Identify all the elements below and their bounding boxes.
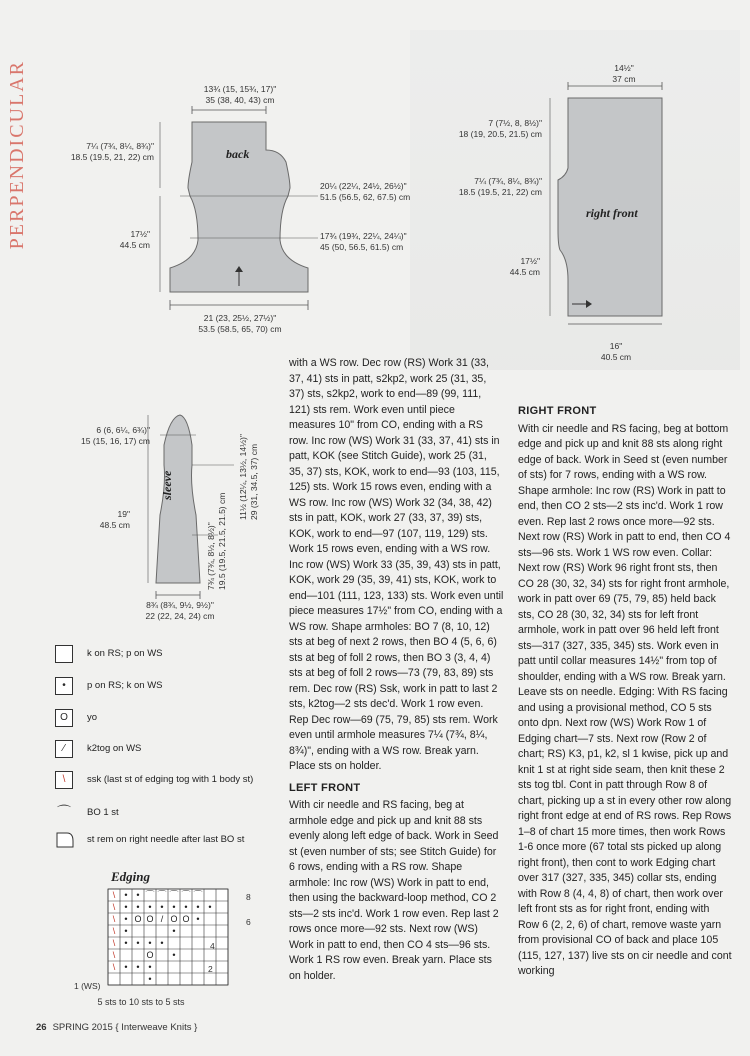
chart-cell-symbol: O <box>170 914 178 924</box>
chart-cell-symbol: \ <box>112 914 116 924</box>
right-front-length: 17½" 44.5 cm <box>509 256 540 277</box>
text-column-middle <box>289 356 504 984</box>
sleeve-cuff: 8¾ (8¾, 9½, 9½)" 22 (22, 24, 24) cm <box>145 600 215 621</box>
chart-cell-symbol: • <box>208 902 212 912</box>
chart-cell-symbol: ⌒ <box>157 890 167 900</box>
chart-cell-symbol: • <box>184 902 188 912</box>
legend-item: \ ssk (last st of edging tog with 1 body st) <box>55 771 315 793</box>
chart-cell-symbol: • <box>172 950 176 960</box>
chart-cell-symbol: O <box>146 950 154 960</box>
paragraph: with a WS row. Dec row (RS) Work 31 (33, 37, 41) sts in patt, s2kp2, work 25 (31, 35, 37) sts, s2kp2, work to end—89 (99, 111, 121) sts rem. Work even until piece measures 10" from CO, ending with a RS row. Inc row (WS) Work 31 (33, 37, 41) sts in patt, KOK (see Stitch Guide), work 25 (31, 35, 37) sts, KOK, work to end—93 (103, 115, 125) sts. Work 15 rows even, ending with a WS row. Inc row (WS) Work 32 (34, 38, 42) sts in patt, KOK, work 27 (33, 37, 39) sts, KOK, work to end—97 (107, 119, 129) sts. Work 15 rows even, ending with a WS row. Inc row (WS) Work 33 (35, 39, 43) sts in patt, KOK, work 29 (35, 39, 41) sts, KOK, work to end—101 (111, 123, 133) sts. Work even until piece measures 17½" from CO, ending with a WS row. Shape armholes: BO 7 (8, 10, 12) sts at beg of next 2 rows, then BO 4 (5, 6, 6) sts at beg of foll 2 rows, then BO 3 (3, 4, 4) sts at beg of foll 2 rows—73 (79, 83, 89) sts rem. Dec row (RS) Ssk, work in patt to last 2 sts, k2tog—2 sts dec'd. Work 1 row even. Rep Dec row—69 (75, 79, 85) sts rem. Work even until armhole measures 7¼ (7¾, 8¼, 8¾)", ending with a WS row. Break yarn. Place sts on holder. <box>289 357 504 772</box>
chart-cell-symbol: • <box>172 902 176 912</box>
chart-cell-symbol: • <box>124 914 128 924</box>
chart-cell-symbol: O <box>146 914 154 924</box>
chart-cell-symbol: / <box>160 914 164 924</box>
sleeve-length: 19" 48.5 cm <box>99 509 130 530</box>
text-column-right <box>518 398 733 980</box>
chart-cell-symbol: ⌒ <box>193 890 203 900</box>
chart-cell-symbol: O <box>134 914 142 924</box>
back-length: 17½" 44.5 cm <box>119 229 150 250</box>
back-top-width: 13¾ (15, 15¾, 17)" 35 (38, 40, 43) cm <box>203 84 277 105</box>
right-front-collar-depth: 7 (7½, 8, 8½)" 18 (19, 20.5, 21.5) cm <box>458 118 542 139</box>
section-heading: LEFT FRONT <box>289 781 361 794</box>
legend-item: O yo <box>55 709 315 731</box>
chart-cell-symbol: • <box>148 902 152 912</box>
chart-cell-symbol: • <box>124 890 128 900</box>
chart-cell-symbol: • <box>160 902 164 912</box>
knit-symbol-icon <box>55 645 73 663</box>
edging-row-6: 6 <box>246 917 251 927</box>
chart-cell-symbol: ⌒ <box>181 890 191 900</box>
chart-cell-symbol: • <box>160 938 164 948</box>
chart-cell-symbol: • <box>196 914 200 924</box>
legend-item: k on RS; p on WS <box>55 645 315 667</box>
back-label: back <box>226 147 250 161</box>
sleeve-upper-arm: 11½ (12¼, 13½, 14½)" 29 (31, 34.5, 37) cm <box>238 433 259 520</box>
chart-cell-symbol: • <box>148 938 152 948</box>
sleeve-cap-width: 6 (6, 6¼, 6¾)" 15 (15, 16, 17) cm <box>81 425 150 446</box>
chart-cell-symbol: \ <box>112 938 116 948</box>
back-armhole-depth: 7¼ (7¾, 8¼, 8¾)" 18.5 (19.5, 21, 22) cm <box>70 141 154 162</box>
legend-item: ⌒ BO 1 st <box>57 804 119 820</box>
chart-cell-symbol: \ <box>112 926 116 936</box>
edging-chart-title: Edging <box>111 869 151 884</box>
right-front-top-width: 14½" 37 cm <box>612 63 636 84</box>
right-front-bottom-width: 16" 40.5 cm <box>600 341 632 362</box>
sleeve-label: sleeve <box>160 470 174 500</box>
edging-row-8: 8 <box>246 892 251 902</box>
section-heading: RIGHT FRONT <box>518 405 597 417</box>
page-footer <box>36 1022 197 1033</box>
side-title: PERPENDICULAR <box>6 60 28 250</box>
yo-icon: O <box>55 709 73 727</box>
k2tog-icon: ⁄ <box>55 740 73 758</box>
edging-caption: 5 sts to 10 sts to 5 sts <box>97 997 185 1007</box>
edging-row-2: 2 <box>208 964 213 974</box>
legend-item: st rem on right needle after last BO st <box>55 831 315 853</box>
footer-text: SPRING 2015 { Interweave Knits } <box>52 1022 198 1033</box>
chart-cell-symbol: • <box>124 926 128 936</box>
chart-cell-symbol: • <box>124 902 128 912</box>
right-front-schematic <box>540 80 670 330</box>
chart-cell-symbol: • <box>196 902 200 912</box>
right-front-armhole-depth: 7¼ (7¾, 8¼, 8¾)" 18.5 (19.5, 21, 22) cm <box>458 176 542 197</box>
bind-off-icon: ⌒ <box>57 804 71 820</box>
chart-cell-symbol: ⌒ <box>145 890 155 900</box>
legend-item: ⁄ k2tog on WS <box>55 740 315 762</box>
chart-cell-symbol: O <box>182 914 190 924</box>
chart-cell-symbol: • <box>124 938 128 948</box>
page-number: 26 <box>36 1022 47 1033</box>
legend-item: • p on RS; k on WS <box>55 677 315 699</box>
paragraph: With cir needle and RS facing, beg at armhole edge and pick up and knit 88 sts evenly along left edge of back. Work in Seed st (even number of sts; see Stitch Guide) for 6 rows, ending with a RS row. Shape armhole: Inc row (WS) Work in patt to end, then using the backward-loop method, CO 2 sts—2 sts inc'd. Work 1 row even. Rep last 2 rows once more—92 sts. Next row (WS) Work in patt to end, then CO 4 sts—96 sts. Work 1 RS row even. Break yarn. Place sts on holder. <box>289 799 499 982</box>
edging-row-1-label: 1 (WS) <box>74 981 101 991</box>
chart-cell-symbol: • <box>148 962 152 972</box>
chart-cell-symbol: \ <box>112 902 116 912</box>
ssk-icon: \ <box>55 771 73 789</box>
chart-cell-symbol: • <box>124 962 128 972</box>
paragraph: With cir needle and RS facing, beg at bottom edge and pick up and knit 88 sts along right edge of back. Work in Seed st (even number of sts) for 7 rows, ending with a WS row. Shape armhole: Inc row (RS) Work in patt to end, then CO 2 sts—2 sts inc'd. Work 1 row even. Rep last 2 rows once more—92 sts. Next row (RS) Work in patt to end, then CO 4 sts—96 sts. Work 1 WS row even. Collar: Next row (RS) Work 96 right front sts, then CO 28 (30, 32, 34) sts for right front armhole, work in patt over 69 (75, 79, 85) held back sts, CO 28 (30, 32, 34) sts for left front armhole, work in patt over 96 held left front sts—317 (327, 335, 345) sts. Work even in patt until collar measures 14½" from top of shoulder, ending with a WS row. Break yarn. Leave sts on needle. Edging: With RS facing and using a provisional method, CO 5 sts onto dpn. Next row (WS) Work Row 1 of Edging chart—7 sts. Next row (Row 2 of chart; RS) K3, p1, k2, sl 1 kwise, pick up and knit 1 st at right side seam, then knit these 2 sts tog tbl. Cont in patt through Row 8 of chart, picking up a st in every other row along right front edge at end of RS rows. Rep Rows 1–8 of chart 15 more times, then work Rows 1-6 once more (67 total sts picked up along right front), then cont to work Edging chart over 317 (327, 335, 345) collar sts, ending with Row 8 (4, 4, 8) of chart, then work over left front sts as for right front, ending with Row 6 (2, 2, 6) of chart, remove waste yarn from provisional CO of back and place 105 (115, 127, 137) live sts on cir needle and cont working <box>518 422 732 977</box>
right-front-label: right front <box>586 206 638 220</box>
chart-cell-symbol: • <box>136 938 140 948</box>
back-bust-width: 20¼ (22¼, 24½, 26½)" 51.5 (56.5, 62, 67.5) cm <box>320 181 411 202</box>
chart-cell-symbol: • <box>148 974 152 984</box>
back-bottom-width: 21 (23, 25½, 27½)" 53.5 (58.5, 65, 70) cm <box>198 313 282 334</box>
back-waist-width: 17¾ (19¾, 22¼, 24¼)" 45 (50, 56.5, 61.5) cm <box>320 231 407 252</box>
edging-chart <box>106 887 246 997</box>
chart-cell-symbol: • <box>136 902 140 912</box>
chart-cell-symbol: • <box>136 890 140 900</box>
chart-cell-symbol: \ <box>112 962 116 972</box>
chart-cell-symbol: • <box>172 926 176 936</box>
stitch-remaining-icon <box>55 831 75 849</box>
back-schematic <box>140 100 340 340</box>
chart-cell-symbol: \ <box>112 890 116 900</box>
purl-dot-icon: • <box>55 677 73 695</box>
edging-row-4: 4 <box>210 941 215 951</box>
sleeve-cap-height: 7¾ (7¾, 8½, 8½)" 19.5 (19.5, 21.5, 21.5) cm <box>206 492 227 590</box>
chart-cell-symbol: • <box>136 962 140 972</box>
chart-cell-symbol: ⌒ <box>169 890 179 900</box>
chart-cell-symbol: \ <box>112 950 116 960</box>
